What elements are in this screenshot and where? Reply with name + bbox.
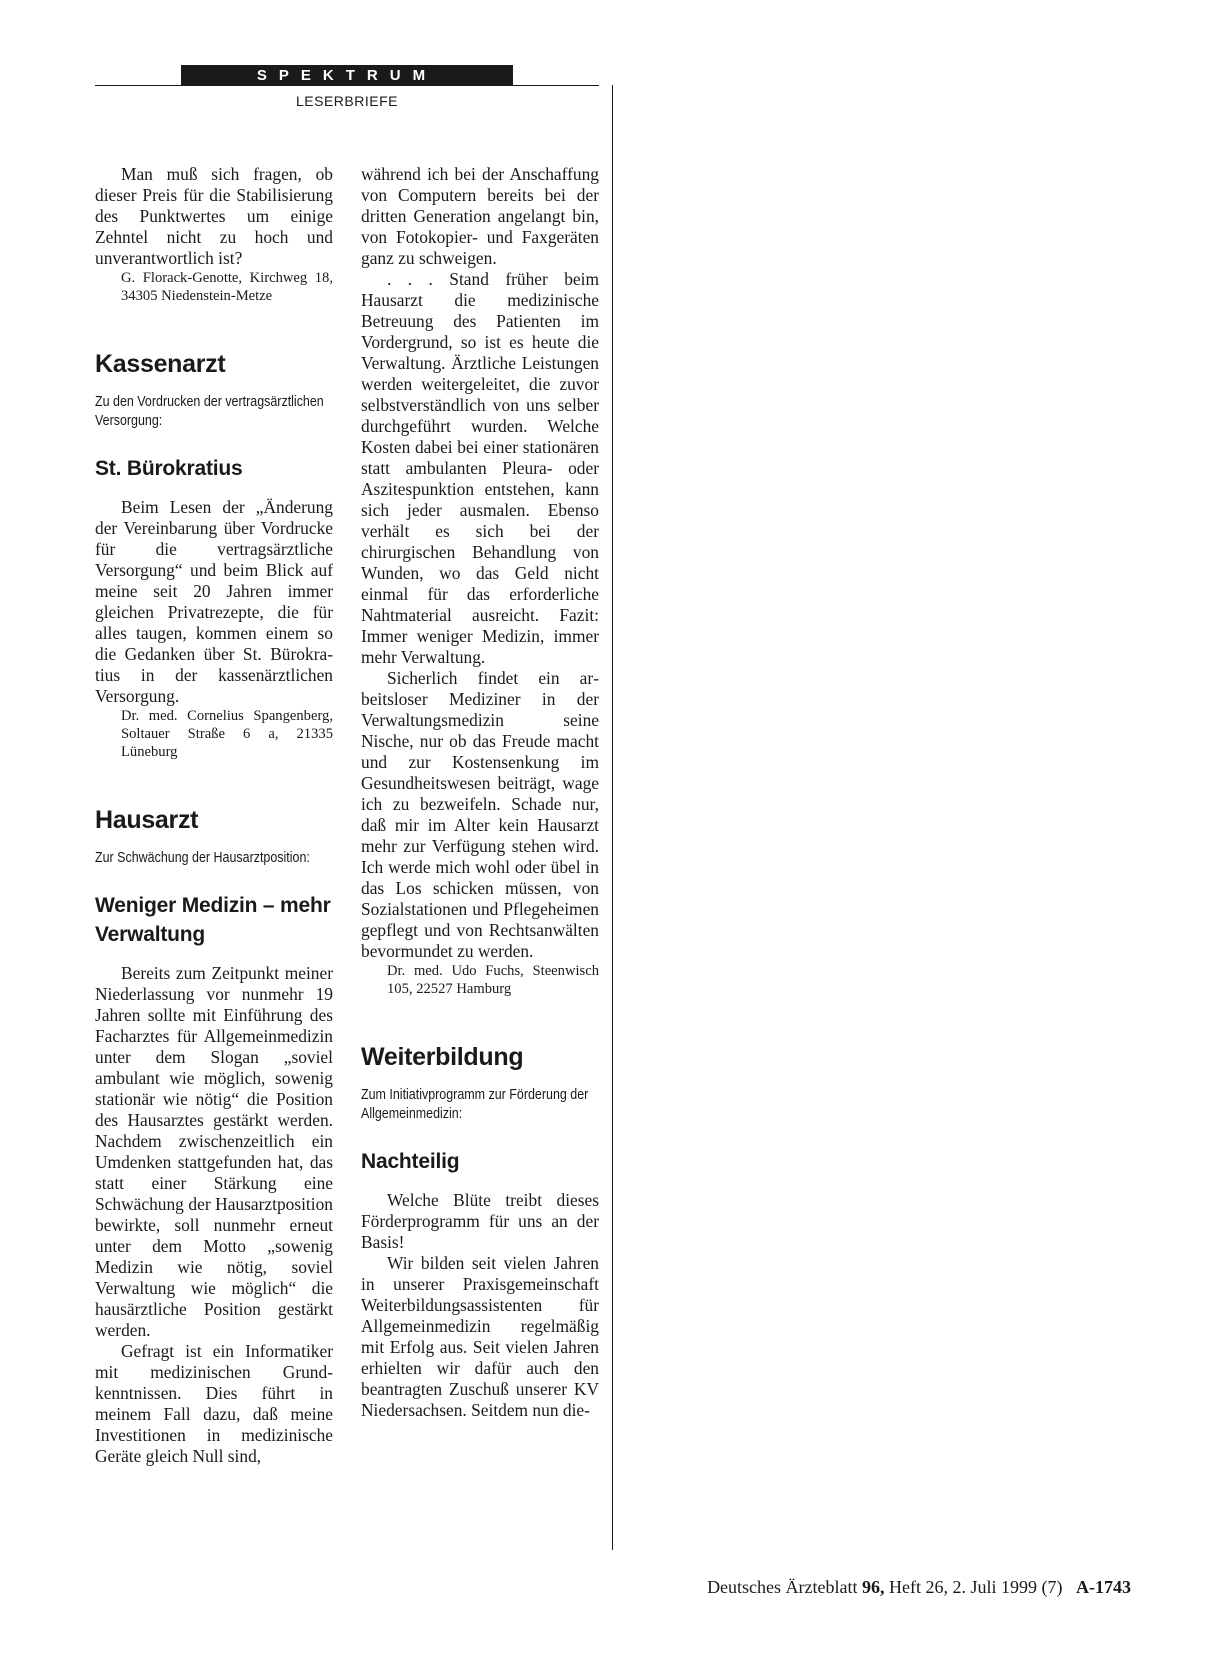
- left-column: [95, 164, 333, 1467]
- letter-signature: Dr. med. Udo Fuchs, Steenwisch 105, 22527 Hamburg: [387, 963, 599, 997]
- subsection-label: LESERBRIEFE: [296, 93, 398, 109]
- letter-paragraph: Gefragt ist ein Informatiker mit medizinischen Grundkenntnissen. Dies führt in meinem Fall dazu, daß meine Investitionen in medizinische Geräte gleich Null sind,: [95, 1341, 333, 1466]
- letter-paragraph: . . . Stand früher beim Hausarzt die medizinische Betreuung des Patienten im Vordergrund, so ist es heute die Verwaltung. Ärztliche Leistungen werden weitergeleitet, die zuvor selbstverständlich von uns selber durchgeführt wurden. Welche Kosten dabei bei einer stationären statt ambulanten Pleura- oder Aszitespunktion entstehen, kann sich jeder ausmalen. Ebenso verhält es sich bei der chirurgischen Behandlung von Wunden, wo das Geld nicht einmal für das erforderliche Nahtmaterial ausreicht. Fazit: Immer weniger Medizin, immer mehr Verwaltung.: [361, 269, 599, 667]
- section-label: SPEKTRUM: [181, 65, 513, 86]
- header-rule: [95, 85, 599, 86]
- letter-paragraph: während ich bei der Anschaffung von Computern bereits bei der dritten Generation angelangt bin, von Fotokopier- und Faxgeräten ganz zu schweigen.: [361, 164, 599, 268]
- headline-nachteilig: Nachteilig: [361, 1150, 460, 1173]
- letter-paragraph: Wir bilden seit vielen Jahren in unserer Praxisgemeinschaft Weiterbildungsassistenten für Allgemeinmedizin regelmäßig mit Erfolg aus. Seit vielen Jahren erhielten wir dafür auch den beantragten Zuschuß unserer KV Niedersachsen. Seitdem nun die-: [361, 1253, 599, 1420]
- reference-kassenarzt: Zu den Vordrucken der vertragsärztlichen Versorgung:: [95, 394, 324, 429]
- reference-hausarzt: Zur Schwächung der Hausarztposition:: [95, 850, 310, 866]
- letter-paragraph: Welche Blüte treibt dieses Förderprogramm für uns an der Basis!: [361, 1190, 599, 1252]
- footer-journal: Deutsches Ärzteblatt: [707, 1577, 858, 1597]
- footer-issue: Heft 26, 2. Juli 1999 (7): [889, 1577, 1063, 1597]
- letter-signature: Dr. med. Cornelius Spangenberg, Soltauer Straße 6 a, 21335 Lüneburg: [121, 708, 333, 760]
- right-column: [361, 164, 599, 1421]
- intro-paragraph: Man muß sich fragen, ob dieser Preis für die Stabilisierung des Punktwertes um einige Zehntel nicht zu hoch und unverantwortlich ist?: [95, 164, 333, 268]
- topic-hausarzt: Hausarzt: [95, 806, 199, 834]
- footer-volume: 96,: [862, 1577, 885, 1597]
- headline-st-buerokratius: St. Bürokratius: [95, 457, 243, 480]
- intro-signature: G. Florack-Genotte, Kirchweg 18, 34305 Niedenstein-Metze: [121, 270, 333, 304]
- reference-weiterbildung: Zum Initiativprogramm zur Förderung der Allgemeinmedizin:: [361, 1087, 589, 1122]
- column-rule: [612, 85, 613, 1550]
- letter-paragraph: Beim Lesen der „Änderung der Vereinbarung über Vordrucke für die vertragsärztliche Versorgung“ und beim Blick auf meine seit 20 Jahren immer gleichen Privatrezepte, die für alles taugen, kommen einem so die Gedanken über St. Bürokratius in der kassenärztlichen Versorgung.: [95, 497, 333, 706]
- topic-weiterbildung: Weiterbildung: [361, 1043, 524, 1071]
- page-footer: [707, 1577, 1131, 1598]
- topic-kassenarzt: Kassenarzt: [95, 350, 226, 378]
- letter-paragraph: Sicherlich findet ein arbeitsloser Mediziner in der Verwaltungsmedizin seine Nische, nur ob das Freude macht und zur Kostensenkung im Gesundheitswesen beiträgt, wage ich zu bezweifeln. Schade nur, daß mir im Alter kein Hausarzt mehr zur Verfügung stehen wird. Ich werde mich wohl oder übel in das Los schicken müssen, von Sozialstationen und Pflegeheimen gepflegt und von Rechtsanwälten bevormundet zu werden.: [361, 668, 599, 961]
- letter-paragraph: Bereits zum Zeitpunkt meiner Niederlassung vor nunmehr 19 Jahren sollte mit Einführung des Facharztes für Allgemeinmedizin unter dem Slogan „soviel ambulant wie möglich, sowenig stationär wie nötig“ die Position des Hausarztes gestärkt werden. Nachdem zwischenzeitlich ein Umdenken stattgefunden hat, das statt einer Stärkung eine Schwächung der Hausarztposition bewirkte, soll nunmehr erneut unter dem Motto „sowenig Medizin wie nötig, soviel Verwaltung wie möglich“ die hausärztliche Position gestärkt werden.: [95, 963, 333, 1340]
- footer-page-number: A-1743: [1076, 1577, 1131, 1597]
- headline-weniger-medizin: Weniger Medizin – mehr Verwaltung: [95, 894, 331, 946]
